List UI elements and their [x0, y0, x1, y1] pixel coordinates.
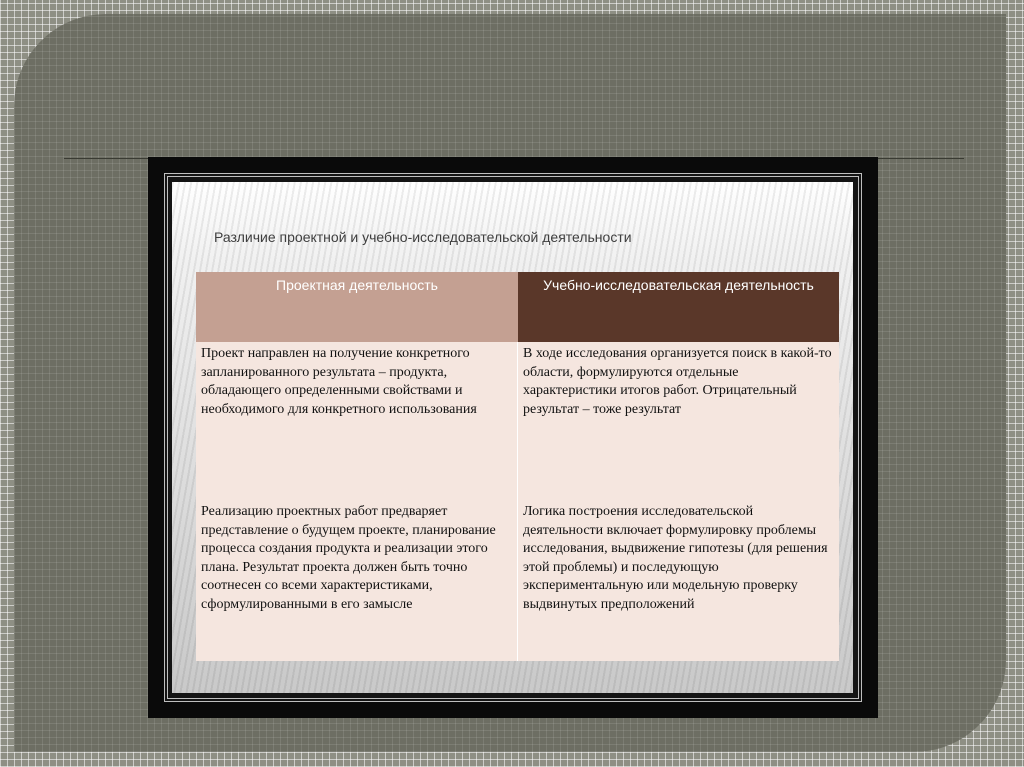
cell-text: В ходе исследования организуется поиск в какой-то области, формулируются отдельные характеристики итогов работ. Отрицательный результат – тоже результат [523, 346, 832, 417]
cell-text: Логика построения исследовательской деятельности включает формулировку проблемы исследования, выдвижение гипотезы (для решения этой проблемы) и последующую экспериментальную или модельную проверку выдвинутых предположений [523, 504, 828, 612]
comparison-table [196, 272, 839, 661]
header-project-activity: Проектная деятельность [196, 272, 518, 342]
slide-image [172, 182, 853, 693]
slide-title: Различие проектной и учебно-исследовательской деятельности [214, 229, 632, 245]
cell-research-row2 [518, 492, 839, 661]
cell-project-row2 [196, 492, 518, 661]
cell-research-row1 [518, 342, 839, 492]
divider-line-left [64, 158, 150, 159]
header-research-activity: Учебно-исследовательская деятельность [518, 272, 839, 342]
cell-text: Проект направлен на получение конкретного запланированного результата – продукта, обладающего определенными свойствами и необходимого для конкретного использования [201, 346, 477, 417]
divider-line-right [876, 158, 964, 159]
cell-project-row1 [196, 342, 518, 492]
cell-text: Реализацию проектных работ предваряет представление о будущем проекте, планирование процесса создания продукта и реализации этого плана. Результат проекта должен быть точно соотнесен со всеми характеристиками, сформулированными в его замысле [201, 504, 496, 612]
